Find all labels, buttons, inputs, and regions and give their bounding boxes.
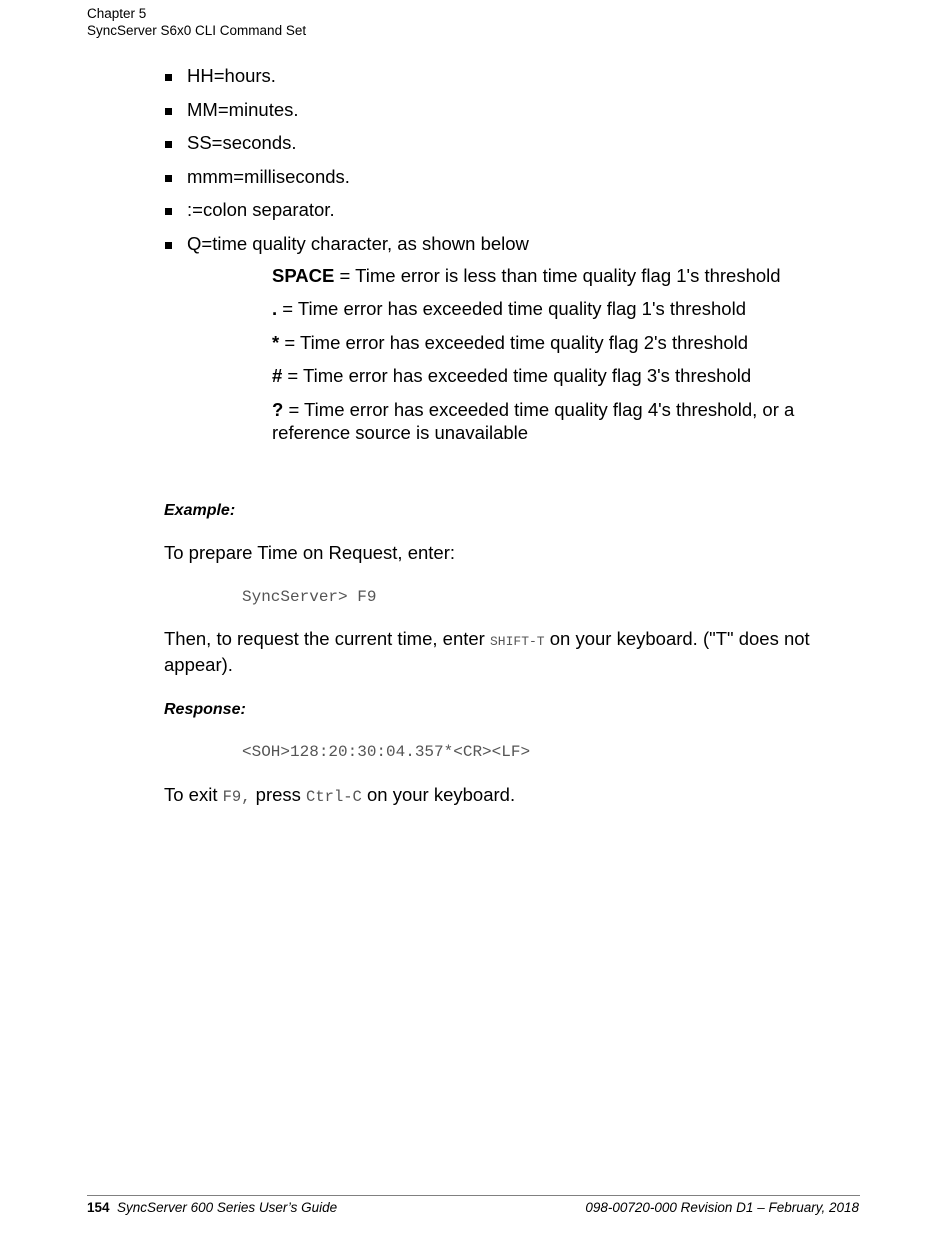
- quality-symbol: #: [272, 365, 283, 386]
- quality-item: [272, 331, 832, 354]
- quality-symbol: .: [272, 298, 278, 319]
- quality-description: = Time error has exceeded time quality flag 1's threshold: [277, 298, 746, 319]
- example-command: SyncServer> F9: [242, 587, 377, 606]
- instruction-text: on your keyboard. ("T" does not appear).: [164, 627, 810, 675]
- quality-symbol: ?: [272, 398, 284, 420]
- time-format-list: [164, 64, 854, 255]
- list-item: HH=hours.: [164, 64, 854, 87]
- exit-command: F9,: [222, 787, 251, 806]
- quality-symbol: *: [272, 331, 280, 353]
- exit-text: on your keyboard.: [361, 783, 516, 805]
- quality-description: = Time error has exceeded time quality flag 4's threshold, or a reference source is unavailable: [272, 398, 795, 443]
- list-item: Q=time quality character, as shown below: [164, 232, 854, 255]
- example-instruction: [164, 627, 854, 676]
- footer-divider: [87, 1195, 860, 1196]
- time-quality-list: [272, 264, 832, 444]
- quality-item: [272, 364, 832, 387]
- example-label: Example:: [164, 501, 236, 519]
- quality-description: = Time error has exceeded time quality flag 2's threshold: [279, 331, 749, 353]
- shift-t-key: SHIFT-T: [489, 633, 545, 649]
- list-item: SS=seconds.: [164, 131, 854, 154]
- exit-text: press: [250, 783, 307, 805]
- example-intro: To prepare Time on Request, enter:: [164, 541, 456, 563]
- quality-symbol: SPACE: [272, 264, 335, 286]
- quality-item: [272, 297, 832, 320]
- list-item: :=colon separator.: [164, 198, 854, 221]
- guide-title: SyncServer 600 Series User’s Guide: [117, 1200, 338, 1215]
- page-content: [164, 64, 854, 809]
- page-header: [87, 5, 306, 39]
- response-label: Response:: [164, 700, 246, 718]
- quality-description: = Time error is less than time quality flag 1's threshold: [334, 264, 781, 286]
- exit-instruction: [164, 783, 854, 809]
- list-item: mmm=milliseconds.: [164, 165, 854, 188]
- response-output: <SOH>128:20:30:04.357*<CR><LF>: [242, 742, 531, 761]
- exit-text: To exit: [164, 783, 223, 805]
- chapter-label: Chapter 5: [87, 6, 147, 21]
- ctrl-c-key: Ctrl-C: [306, 787, 362, 806]
- footer-left: [87, 1199, 337, 1216]
- footer-revision: 098-00720-000 Revision D1 – February, 2018: [585, 1200, 859, 1215]
- instruction-text: Then, to request the current time, enter: [164, 627, 490, 649]
- page-number: 154: [87, 1200, 110, 1215]
- section-label: SyncServer S6x0 CLI Command Set: [87, 23, 307, 38]
- quality-item: [272, 398, 832, 444]
- list-item: MM=minutes.: [164, 98, 854, 121]
- quality-item: [272, 264, 832, 287]
- quality-description: = Time error has exceeded time quality flag 3's threshold: [282, 365, 752, 386]
